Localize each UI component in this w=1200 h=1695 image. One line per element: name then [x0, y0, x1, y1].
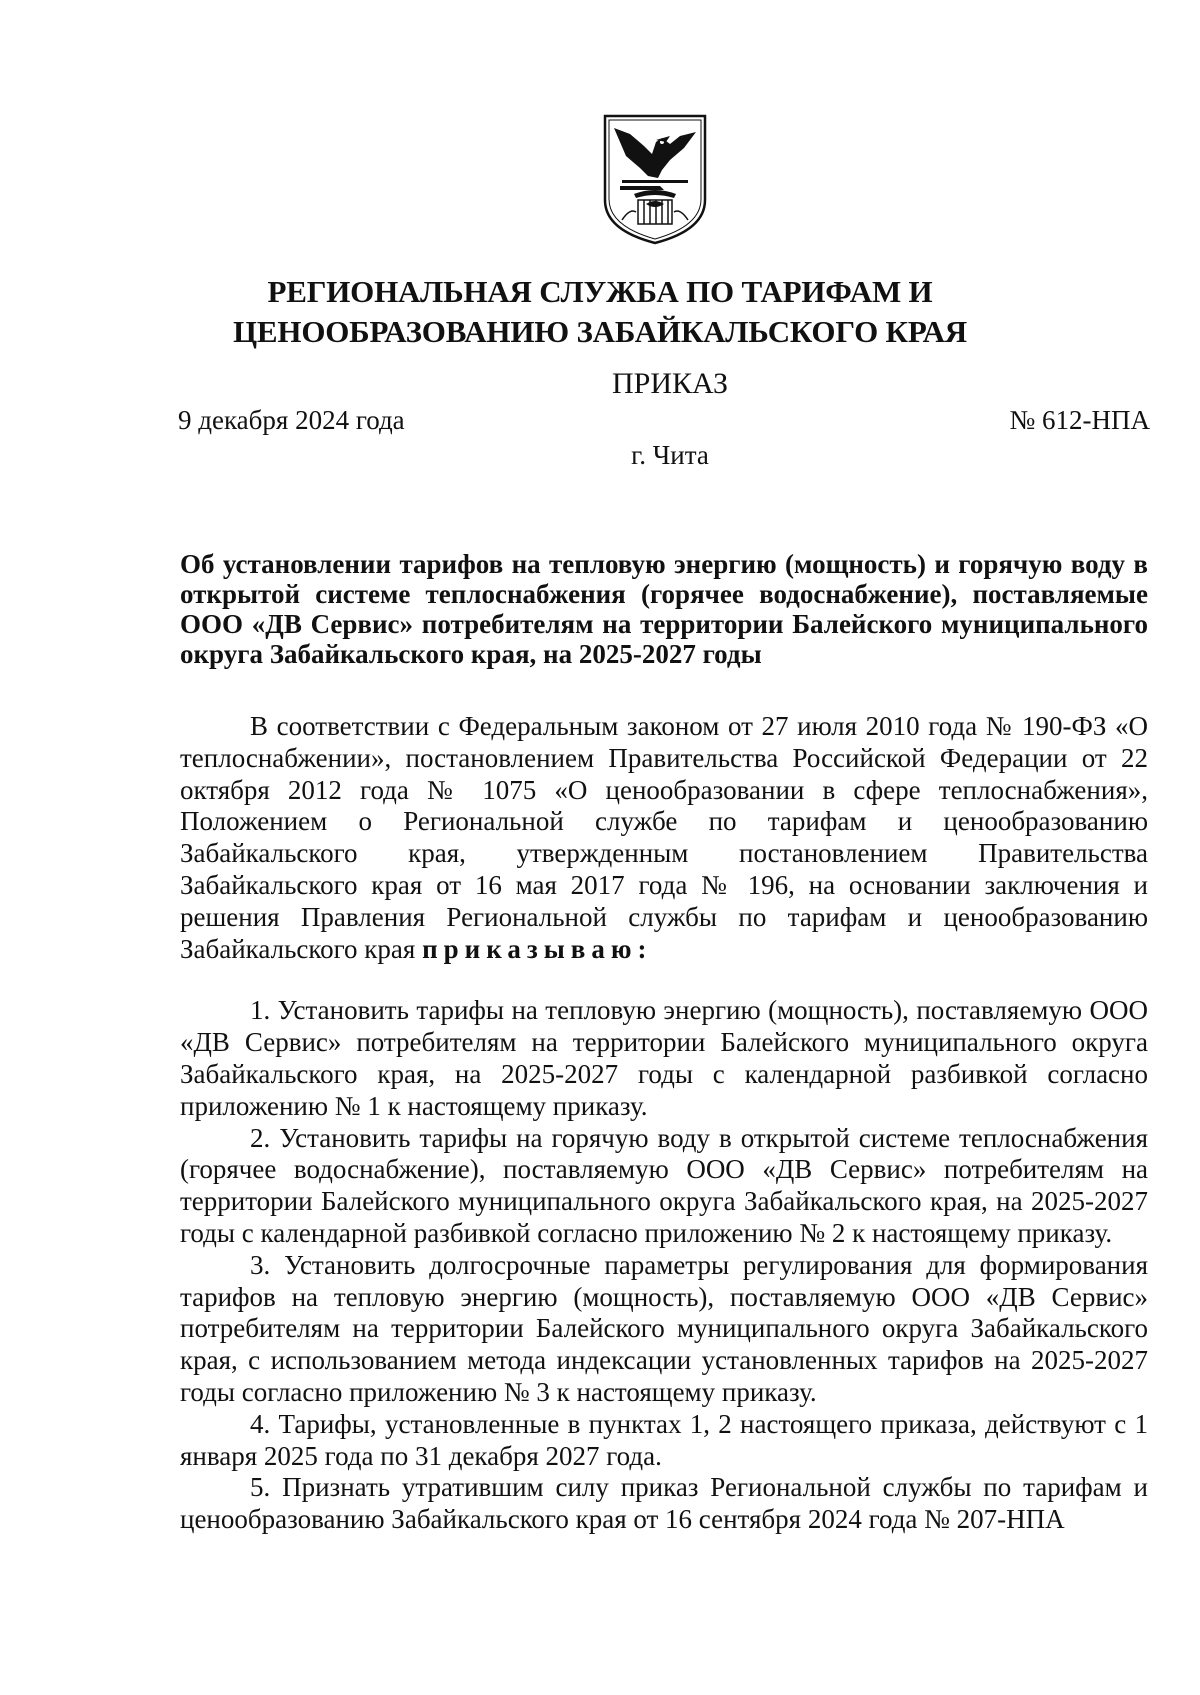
preamble-paragraph: [180, 711, 1148, 965]
order-item-4: 4. Тарифы, установленные в пунктах 1, 2 настоящего приказа, действуют с 1 января 2025 года по 31 декабря 2027 года.: [180, 1408, 1148, 1471]
coat-of-arms-emblem: [600, 112, 710, 247]
document-number: № 612-НПА: [1009, 405, 1150, 435]
order-item-3: 3. Установить долгосрочные параметры регулирования для формирования тарифов на тепловую энергию (мощность), поставляемую ООО «ДВ Сервис» потребителям на территории Балейского муниципального округа Забайкальского края, с использованием метода индексации установленных тарифов на 2025-2027 годы согласно приложению № 3 к настоящему приказу.: [180, 1249, 1148, 1407]
preamble-text: В соответствии с Федеральным законом от 27 июля 2010 года № 190-ФЗ «О теплоснабжении», постановлением Правительства Российской Федерации от 22 октября 2012 года № 1075 «О ценообразовании в сфере теплоснабжения», Положением о Региональной службе по тарифам и ценообразованию Забайкальского края, утвержденным постановлением Правительства Забайкальского края от 16 мая 2017 года № 196, на основании заключения и решения Правления Региональной службы по тарифам и ценообразованию Забайкальского края: [180, 711, 1148, 964]
document-title: Об установлении тарифов на тепловую энергию (мощность) и горячую воду в открытой системе теплоснабжения (горячее водоснабжение), поставляемые ООО «ДВ Сервис» потребителям на территории Балейского муниципального округа Забайкальского края, на 2025-2027 годы: [180, 549, 1148, 669]
order-item-1: 1. Установить тарифы на тепловую энергию (мощность), поставляемую ООО «ДВ Сервис» потребителям на территории Балейского муниципального округа Забайкальского края, на 2025-2027 годы с календарной разбивкой согласно приложению № 1 к настоящему приказу.: [180, 995, 1148, 1121]
agency-name-line-1: РЕГИОНАЛЬНАЯ СЛУЖБА ПО ТАРИФАМ И: [267, 274, 933, 309]
order-word: приказываю:: [422, 933, 653, 964]
document-type: ПРИКАЗ: [612, 367, 728, 400]
agency-name-line-2: ЦЕНООБРАЗОВАНИЮ ЗАБАЙКАЛЬСКОГО КРАЯ: [233, 314, 967, 349]
document-city: г. Чита: [631, 440, 709, 470]
document-date: 9 декабря 2024 года: [178, 405, 405, 435]
document-body: [180, 711, 1148, 1536]
order-item-5: 5. Признать утратившим силу приказ Региональной службы по тарифам и ценообразованию Забайкальского края от 16 сентября 2024 года № 207-НПА: [180, 1472, 1148, 1535]
agency-name: [150, 272, 1050, 352]
order-item-2: 2. Установить тарифы на горячую воду в открытой системе теплоснабжения (горячее водоснабжение), поставляемую ООО «ДВ Сервис» потребителям на территории Балейского муниципального округа Забайкальского края, на 2025-2027 годы с календарной разбивкой согласно приложению № 2 к настоящему приказу.: [180, 1122, 1148, 1248]
